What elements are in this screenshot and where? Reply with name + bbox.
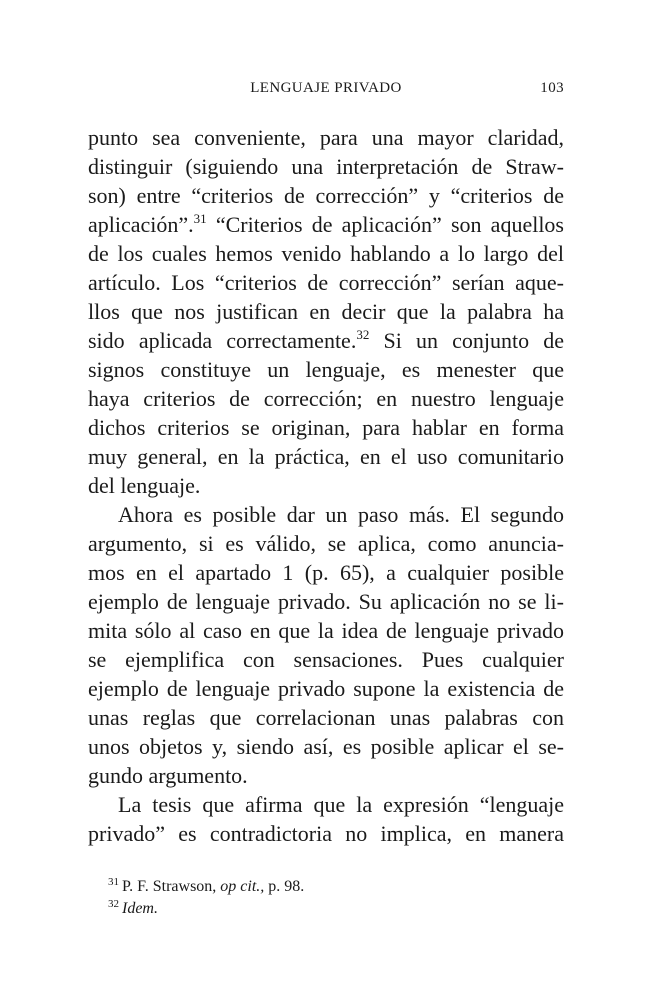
text-line: unos objetos y, siendo así, es posible aplicar el se- <box>88 734 564 759</box>
footnote-ref-32: 32 <box>356 327 370 342</box>
footnote-32 <box>108 898 564 920</box>
text-segment: “Criterios de aplicación” son aquellos <box>215 212 564 237</box>
footnote-31 <box>108 876 564 898</box>
text-line: punto sea conveniente, para una mayor claridad, <box>88 125 564 150</box>
text-segment: aplicación”. <box>88 212 194 237</box>
footnote-italic: op cit., <box>220 878 265 895</box>
footnote-number: 31 <box>108 876 119 888</box>
text-line <box>88 210 564 239</box>
text-line: unas reglas que correlacionan unas palabras con <box>88 705 564 730</box>
text-line: mita sólo al caso en que la idea de lenguaje privado <box>88 618 564 643</box>
footnote-ref-31: 31 <box>193 211 207 226</box>
text-line: se ejemplifica con sensaciones. Pues cualquier <box>88 647 564 672</box>
text-line <box>88 326 564 355</box>
paragraph-end-line: del lenguaje. <box>88 473 201 498</box>
text-line: ejemplo de lenguaje privado. Su aplicación no se li- <box>88 589 564 614</box>
text-line: distinguir (siguiendo una interpretación de Straw- <box>88 154 564 179</box>
text-line: ejemplo de lenguaje privado supone la existencia de <box>88 676 564 701</box>
text-line: privado” es contradictoria no implica, en manera <box>88 821 564 846</box>
text-line: artículo. Los “criterios de corrección” serían aque- <box>88 270 564 295</box>
text-line: haya criterios de corrección; en nuestro lenguaje <box>88 386 564 411</box>
footnote-italic: Idem. <box>122 900 158 917</box>
text-line: son) entre “criterios de corrección” y “criterios de <box>88 183 564 208</box>
running-title: LENGUAJE PRIVADO <box>250 80 402 96</box>
text-line: muy general, en la práctica, en el uso comunitario <box>88 444 564 469</box>
text-line: de los cuales hemos venido hablando a lo largo del <box>88 241 564 266</box>
text-segment: Si un conjunto de <box>383 328 564 353</box>
text-line: argumento, si es válido, se aplica, como anuncia- <box>88 531 564 556</box>
text-line: mos en el apartado 1 (p. 65), a cualquier posible <box>88 560 564 585</box>
footnote-text: P. F. Strawson, <box>122 878 221 895</box>
paragraph-first-line: Ahora es posible dar un paso más. El segundo <box>118 502 564 527</box>
footnote-number: 32 <box>108 898 119 910</box>
page-number: 103 <box>540 80 564 96</box>
text-segment: sido aplicada correctamente. <box>88 328 357 353</box>
text-line: llos que nos justifican en decir que la palabra ha <box>88 299 564 324</box>
body-text <box>88 123 564 848</box>
text-line: dichos criterios se originan, para hablar en forma <box>88 415 564 440</box>
paragraph-end-line: gundo argumento. <box>88 763 248 788</box>
text-line: signos constituye un lenguaje, es menester que <box>88 357 564 382</box>
footnote-text: p. 98. <box>264 878 305 895</box>
paragraph-first-line: La tesis que afirma que la expresión “lenguaje <box>118 792 564 817</box>
footnotes <box>108 876 564 920</box>
running-header <box>88 80 564 100</box>
